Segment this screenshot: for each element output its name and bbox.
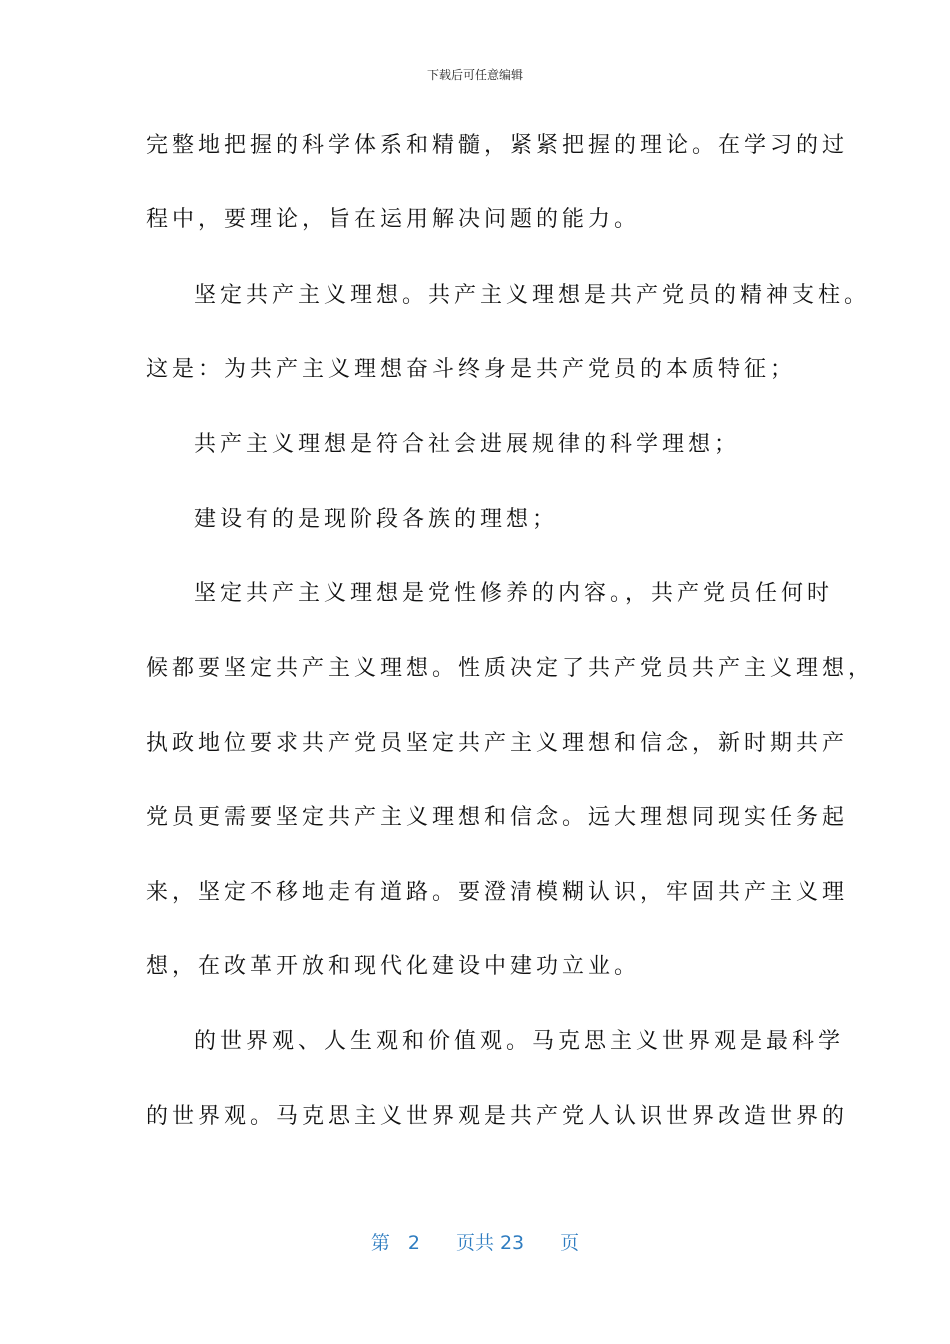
page-number-footer (0, 1228, 950, 1255)
body-line: 坚定共产主义理想是党性修养的内容。，共产党员任何时 (194, 581, 834, 606)
body-line: 的世界观。马克思主义世界观是共产党人认识世界改造世界的 (146, 1104, 849, 1129)
body-line: 建设有的是现阶段各族的理想； (194, 507, 559, 532)
footer-total-pages: 23 (499, 1232, 525, 1254)
body-line: 坚定共产主义理想。共产主义理想是共产党员的精神支柱。 (194, 283, 871, 308)
body-line: 这是：为共产主义理想奋斗终身是共产党员的本质特征； (146, 357, 797, 382)
footer-middle: 页共 (455, 1232, 494, 1254)
footer-suffix: 页 (560, 1232, 580, 1254)
body-line: 共产主义理想是符合社会进展规律的科学理想； (194, 432, 741, 457)
body-line: 来，坚定不移地走有道路。要澄清模糊认识，牢固共产主义理 (146, 880, 849, 905)
body-line: 党员更需要坚定共产主义理想和信念。远大理想同现实任务起 (146, 805, 849, 830)
footer-prefix: 第 (370, 1232, 390, 1254)
body-line: 想，在改革开放和现代化建设中建功立业。 (146, 954, 641, 979)
body-line: 执政地位要求共产党员坚定共产主义理想和信念，新时期共产 (146, 731, 849, 756)
body-line: 完整地把握的科学体系和精髓，紧紧把握的理论。在学习的过 (146, 133, 849, 158)
body-line: 候都要坚定共产主义理想。性质决定了共产党员共产主义理想， (146, 656, 875, 681)
header-note: 下载后可任意编辑 (426, 68, 523, 82)
body-line: 的世界观、人生观和价值观。马克思主义世界观是最科学 (194, 1029, 845, 1054)
body-line: 程中，要理论，旨在运用解决问题的能力。 (146, 207, 641, 232)
footer-current-page: 2 (407, 1232, 420, 1254)
